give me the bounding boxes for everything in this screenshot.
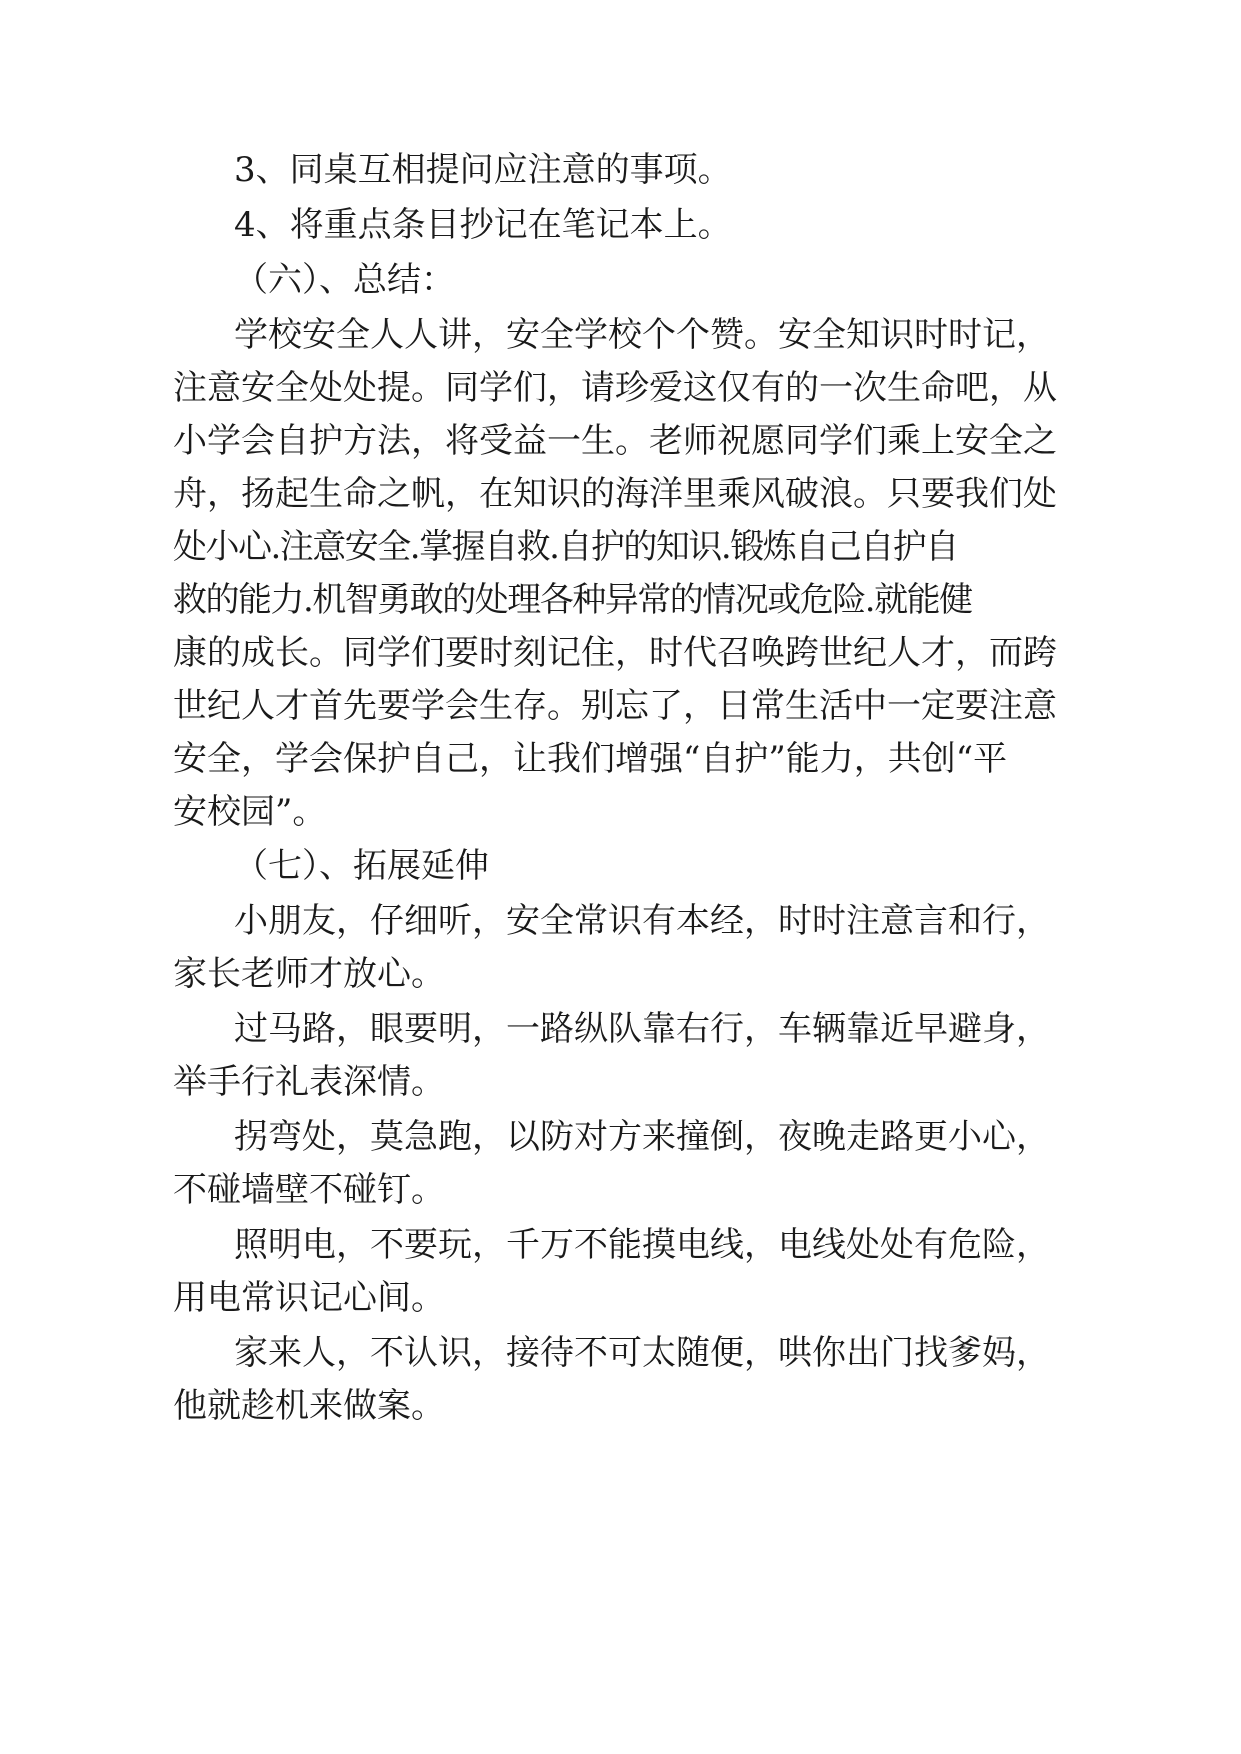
summary-line: 处小心.注意安全.掌握自救.自护的知识.锻炼自己自护自 [173,527,958,567]
summary-line: 小学会自护方法，将受益一生。老师祝愿同学们乘上安全之 [173,421,1057,461]
summary-line: 注意安全处处提。同学们，请珍爱这仅有的一次生命吧，从 [173,368,1057,408]
rhyme-line: 家长老师才放心。 [173,954,445,994]
rhyme-line: 他就趁机来做案。 [173,1386,445,1426]
summary-line: 舟，扬起生命之帆，在知识的海洋里乘风破浪。只要我们处 [173,474,1057,514]
summary-line: 世纪人才首先要学会生存。别忘了，日常生活中一定要注意 [173,686,1057,726]
section-heading: （七）、拓展延伸 [234,846,489,886]
rhyme-line: 举手行礼表深情。 [173,1062,445,1102]
list-item: 3、同桌互相提问应注意的事项。 [234,150,732,190]
rhyme-line: 不碰墙壁不碰钉。 [173,1170,445,1210]
list-item: 4、将重点条目抄记在笔记本上。 [234,205,732,245]
summary-line: 安全，学会保护自己，让我们增强“自护”能力，共创“平 [173,739,1008,779]
rhyme-line: 过马路，眼要明，一路纵队靠右行，车辆靠近早避身， [234,1009,1050,1049]
summary-line: 康的成长。同学们要时刻记住，时代召唤跨世纪人才，而跨 [173,633,1057,673]
summary-line: 学校安全人人讲，安全学校个个赞。安全知识时时记， [234,315,1050,355]
summary-line: 安校园”。 [173,792,327,832]
summary-line: 救的能力.机智勇敢的处理各种异常的情况或危险.就能健 [173,580,972,620]
section-heading: （六）、总结： [234,260,455,300]
rhyme-line: 家来人，不认识，接待不可太随便，哄你出门找爹妈， [234,1333,1050,1373]
rhyme-line: 用电常识记心间。 [173,1278,445,1318]
rhyme-line: 小朋友，仔细听，安全常识有本经，时时注意言和行， [234,901,1050,941]
rhyme-line: 拐弯处，莫急跑，以防对方来撞倒，夜晚走路更小心， [234,1117,1050,1157]
rhyme-line: 照明电，不要玩，千万不能摸电线，电线处处有危险， [234,1225,1050,1265]
